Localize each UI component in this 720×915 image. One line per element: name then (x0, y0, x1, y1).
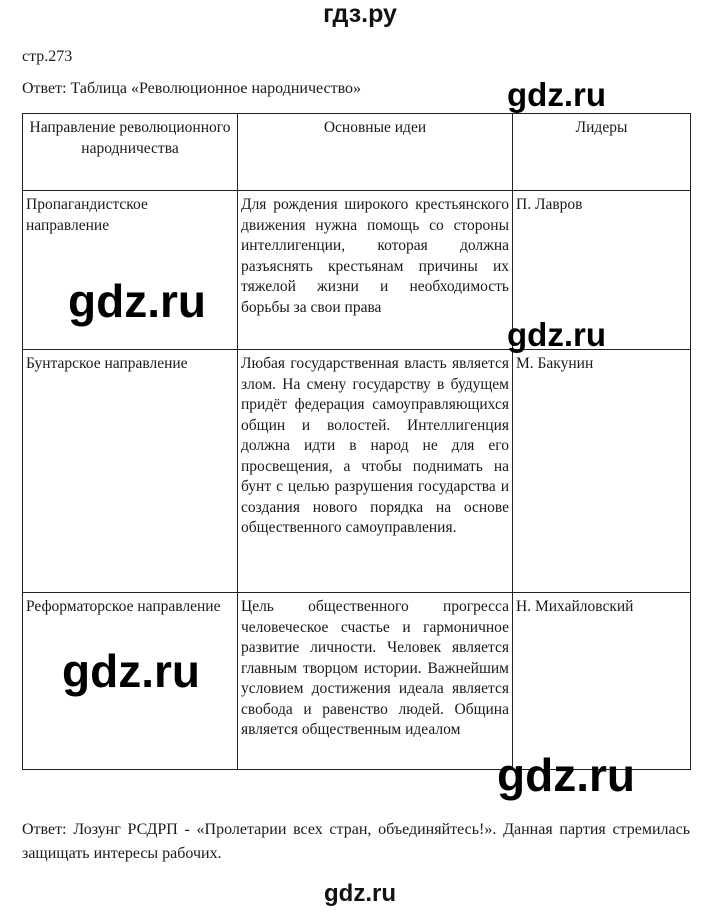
leader-cell: Н. Михайловский (513, 593, 691, 770)
footer-logo[interactable]: gdz.ru (324, 880, 396, 907)
ideas-cell: Любая государственная власть является злом. На смену государству в будущем придёт федерация самоуправляющихся общин и волостей. Интеллигенция должна идти в народ не для его просвещения, а чтобы поднимать на бунт с целью разрушения государства и создания нового порядка на основе общественного самоуправления. (238, 350, 513, 593)
watermark: gdz.ru (497, 749, 635, 801)
column-header-leaders: Лидеры (513, 114, 691, 191)
ideas-cell: Для рождения широкого крестьянского движения нужна помощь со стороны интеллигенции, которая должна разъяснять крестьянам причины их тяжелой жизни и необходимость борьбы за свои права (238, 191, 513, 350)
conclusion-text: Ответ: Лозунг РСДРП - «Пролетарии всех стран, объединяйтесь!». Данная партия стремилась защищать интересы рабочих. (22, 821, 690, 862)
watermark: gdz.ru (507, 76, 606, 113)
table-header-row (23, 114, 691, 191)
ideas-cell: Цель общественного прогресса человеческое счастье и гармоничное развитие личности. Человек является главным творцом истории. Важнейшим условием достижения идеала является свобода и равенство людей. Община является общественным идеалом (238, 593, 513, 770)
watermark: gdz.ru (507, 316, 606, 353)
leader-cell: М. Бакунин (513, 350, 691, 593)
page-reference: стр.273 (22, 48, 73, 65)
column-header-direction: Направление революционного народничества (23, 114, 238, 191)
column-header-ideas: Основные идеи (238, 114, 513, 191)
table-row (23, 350, 691, 593)
leader-cell: П. Лавров (513, 191, 691, 350)
watermark: gdz.ru (68, 275, 206, 327)
direction-cell: Реформаторское направление (23, 593, 238, 770)
site-logo[interactable]: гдз.ру (323, 0, 397, 28)
answer-title: Ответ: Таблица «Революционное народничество» (22, 80, 362, 97)
watermark: gdz.ru (62, 645, 200, 697)
direction-cell: Пропагандистское направление (23, 191, 238, 350)
direction-cell: Бунтарское направление (23, 350, 238, 593)
